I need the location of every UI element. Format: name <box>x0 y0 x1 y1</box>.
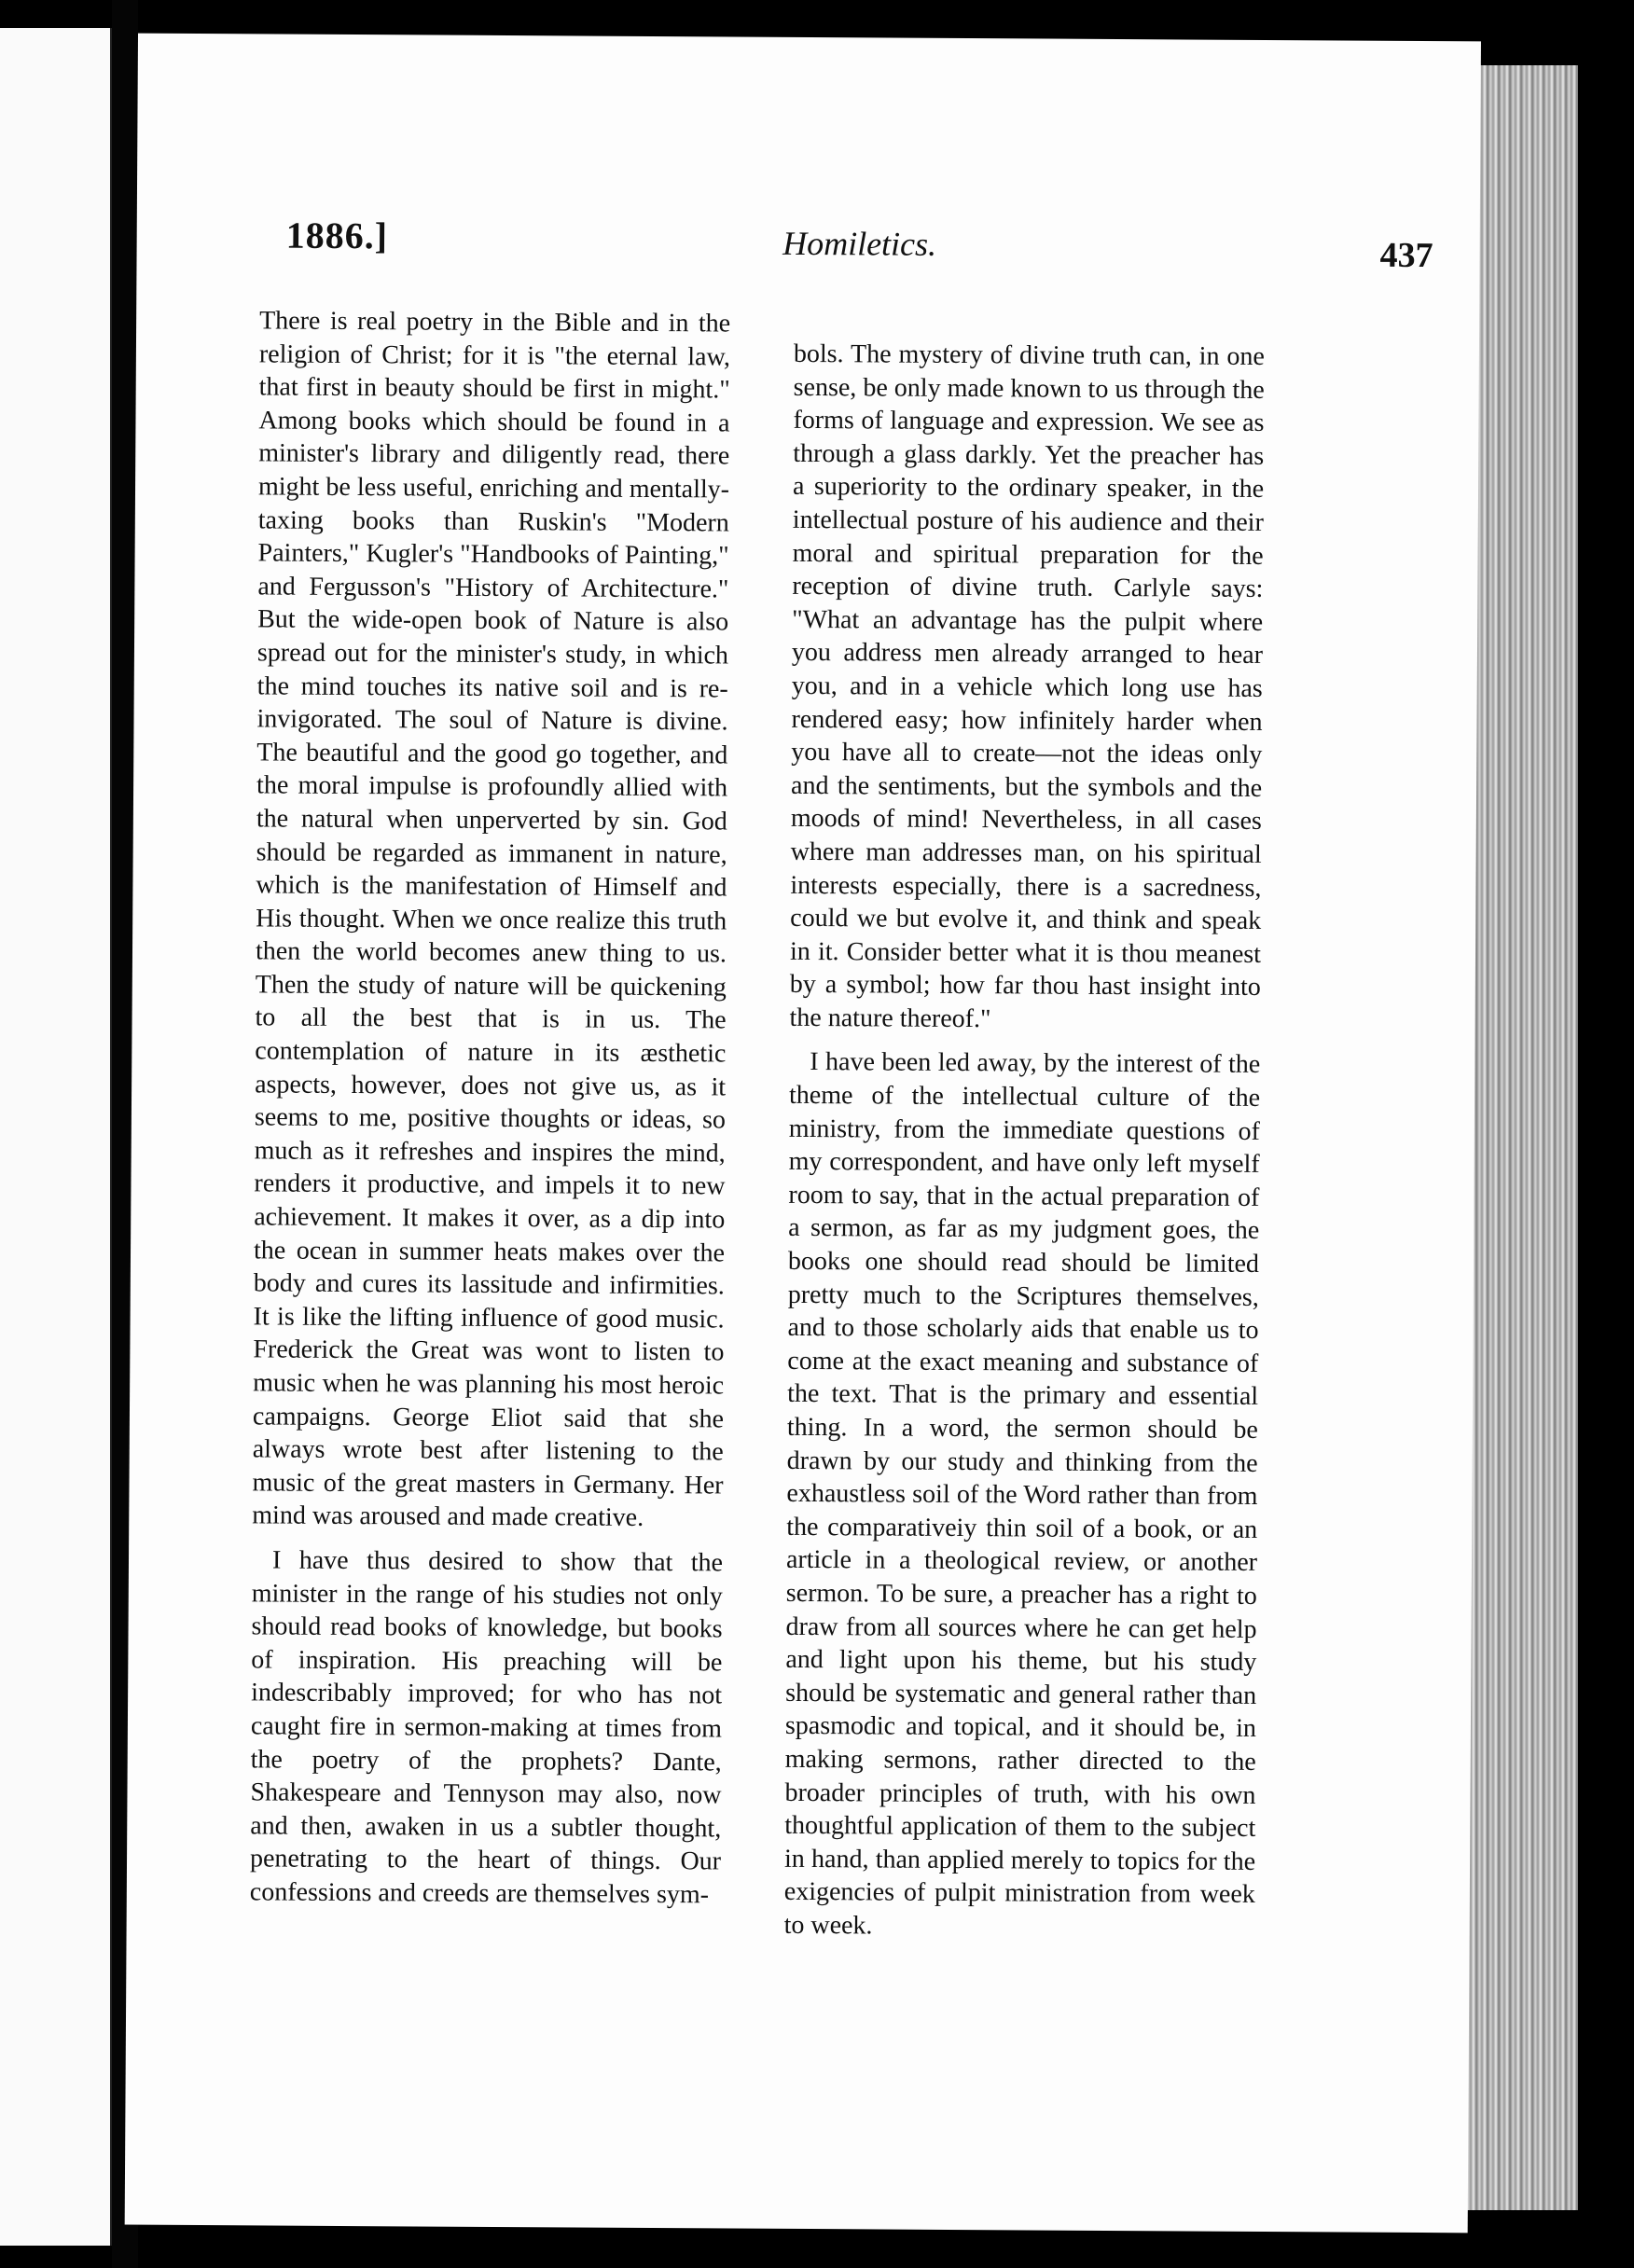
previous-page-edge <box>0 28 112 2246</box>
right-paragraph-1: bols. The mystery of divine truth can, in one sense, be only made known to us through the forms of language and expression. We see as through a glass darkly. Yet the preacher has a superiority to the ordinary speaker, in the intellectual posture of his audience and their moral and spiritual preparation for the reception of divine truth. Carlyle says: "What an advantage has the pulpit where you address men already arranged to hear you, and in a vehicle which long use has rendered easy; how infinitely harder when you have all to create—not the ideas only and the sentiments, but the symbols and the moods of mind! Nevertheless, in all cases where man addresses man, on his spiritual interests especially, there is a sacredness, could we but evolve it, and think and speak in it. Consider better what it is thou meanest by a symbol; how far thou hast insight into the nature thereof." <box>789 339 1266 1034</box>
running-title: Homiletics. <box>782 224 937 263</box>
header-year: 1886.] <box>285 214 389 257</box>
page-header <box>285 195 1433 277</box>
left-column <box>250 304 731 1923</box>
left-paragraph-2: I have thus desired to show that the minister in the range of his studies not only should read books of knowledge, but books of inspiration. His preaching will be indescribably improved; for who has not caught fire in sermon-making at times from the poetry of the prophets? Dante, Shakespeare and Tennyson may also, now and then, awaken in us a subtler thought, penetrating to the heart of things. Our confessions and creeds are themselves sym- <box>249 1545 724 1910</box>
left-paragraph-1: There is real poetry in the Bible and in the religion of Christ; for it is "the eternal law, that first in beauty should be first in might." Among books which should be found in a minister's library and diligently read, there might be less useful, enriching and mentally-taxing books than Ruskin's "Modern Painters," Kugler's "Handbooks of Painting," and Fergusson's "History of Architecture." But the wide-open book of Nature is also spread out for the minister's study, in which the mind touches its native soil and is re-invigorated. The soul of Nature is divine. The beautiful and the good go together, and the moral impulse is profoundly allied with the natural when unperverted by sin. God should be regarded as immanent in nature, which is the manifestation of Himself and His thought. When we once realize this truth then the world becomes anew thing to us. Then the study of nature will be quickening to all the best that is in us. The contemplation of nature in its æsthetic aspects, however, does not give us, as it seems to me, positive thoughts or ideas, so much as it refreshes and inspires the mind, renders it productive, and impels it to new achievement. It makes it over, as a dip into the ocean in summer heats makes over the body and cures its lassitude and infirmities. It is like the lifting influence of good music. Frederick the Great was wont to listen to music when he was planning his most heroic campaigns. George Eliot said that she always wrote best after listening to the music of the great masters in Germany. Her mind was aroused and made creative. <box>252 306 731 1533</box>
right-column <box>783 338 1265 1957</box>
right-paragraph-2: I have been led away, by the interest of the theme of the intellectual culture of the ministry, from the immediate questions of my correspondent, and have only left myself room to say, that in the actual preparation of a sermon, as far as my judgment goes, the books one should read should be limited pretty much to the Scriptures themselves, and to those scholarly aids that enable us to come at the exact meaning and substance of the text. That is the primary and essential thing. In a word, the sermon should be drawn by our study and thinking from the exhaustless soil of the Word rather than from the comparativeiy thin soil of a book, or an article in a theological review, or another sermon. To be sure, a preacher has a right to draw from all sources where he can get help and light upon his theme, but his study should be systematic and general rather than spasmodic and topical, and it should be, in making sermons, rather directed to the broader principles of truth, with his own thoughtful application of them to the subject in hand, than applied merely to topics for the exigencies of pulpit ministration from week to week. <box>783 1047 1261 1941</box>
book-page <box>125 34 1481 2233</box>
page-number: 437 <box>1379 235 1433 276</box>
